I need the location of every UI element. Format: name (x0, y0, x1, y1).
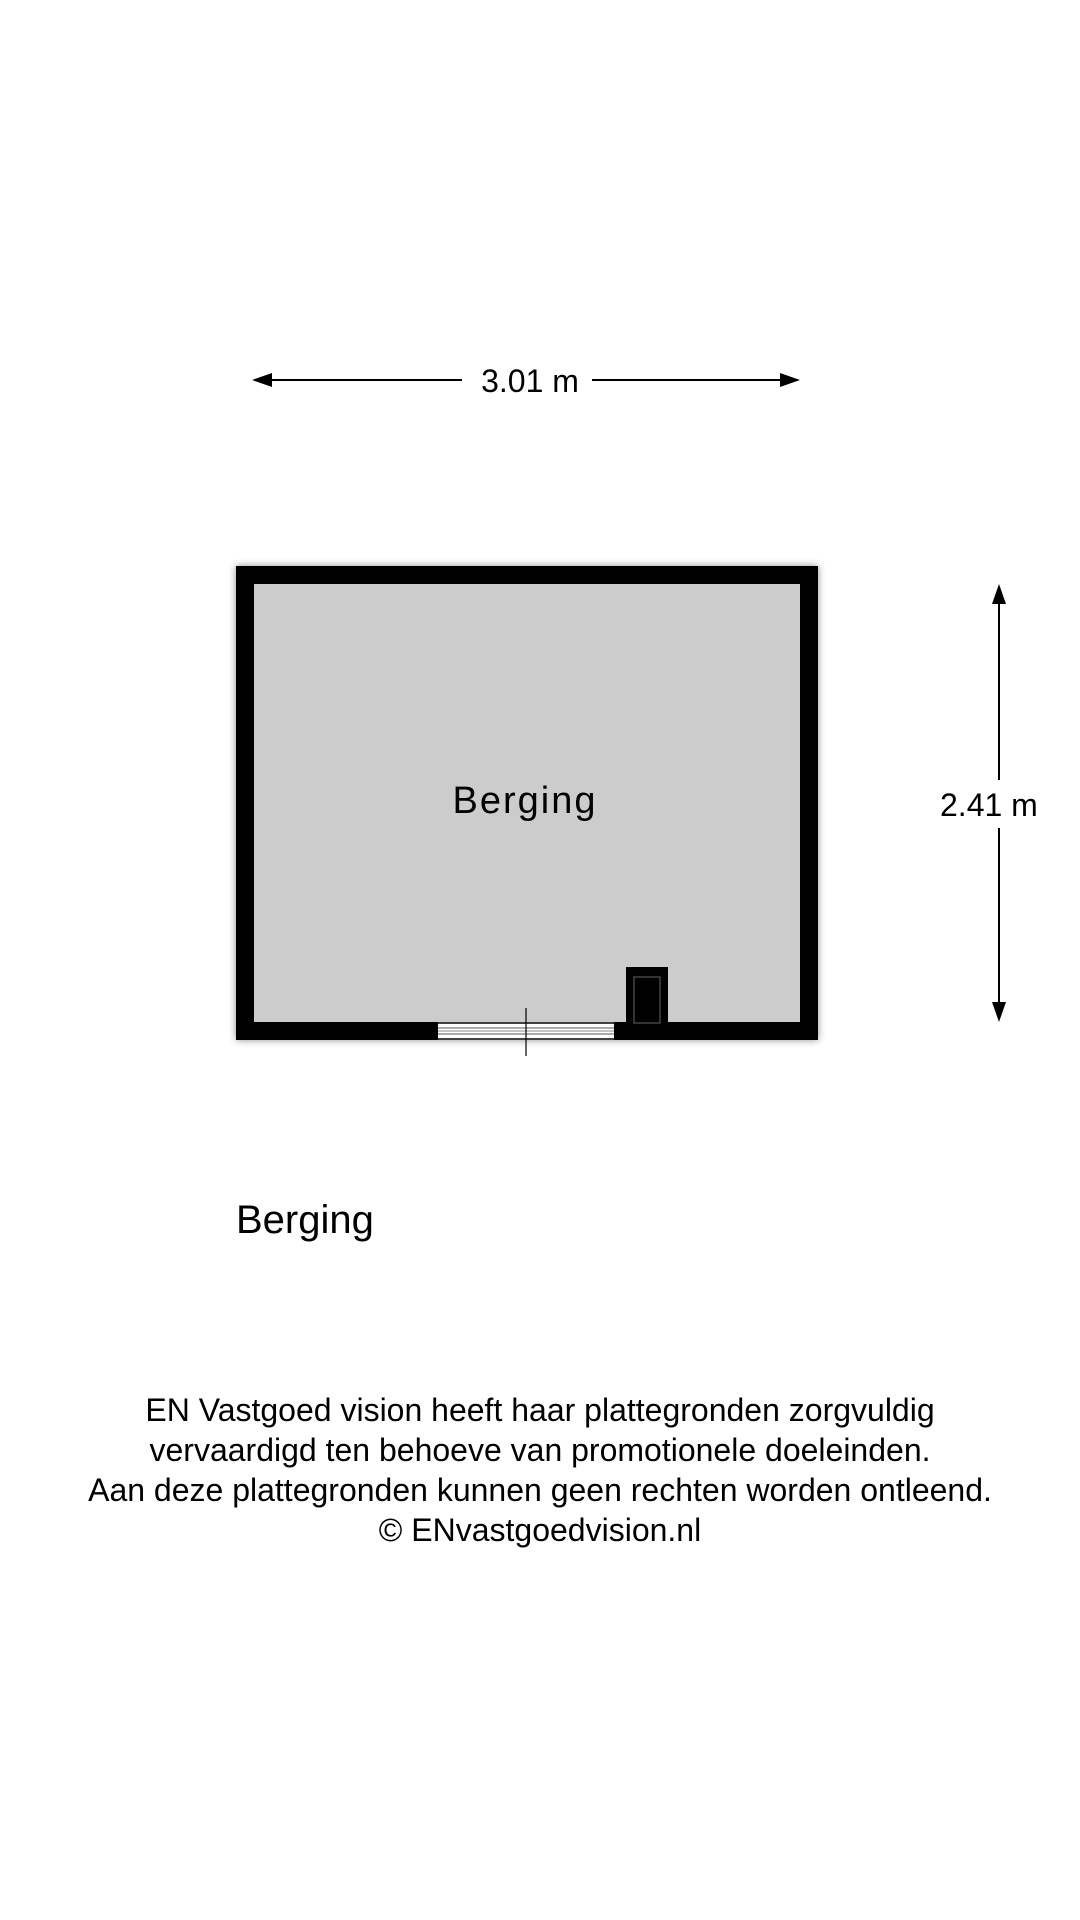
wall-right (800, 566, 818, 1040)
wall-bottom-right (614, 1022, 818, 1040)
wall-column (626, 967, 668, 1023)
width-dimension-label: 3.01 m (481, 363, 579, 399)
disclaimer-line: vervaardigd ten behoeve van promotionele doeleinden. (149, 1432, 931, 1468)
copyright-line: © ENvastgoedvision.nl (378, 1512, 702, 1548)
arrow-up-icon (992, 584, 1006, 604)
disclaimer-text (0, 1390, 1080, 1550)
room-label: Berging (452, 780, 598, 822)
disclaimer-line: EN Vastgoed vision heeft haar plattegronden zorgvuldig (145, 1392, 935, 1428)
wall-top (236, 566, 818, 584)
wall-bottom-left (236, 1022, 438, 1040)
arrow-right-icon (780, 373, 800, 387)
disclaimer-line: Aan deze plattegronden kunnen geen rechten worden ontleend. (88, 1472, 992, 1508)
arrow-left-icon (252, 373, 272, 387)
height-dimension-label: 2.41 m (940, 787, 1038, 823)
floor-title: Berging (236, 1198, 374, 1242)
arrow-down-icon (992, 1002, 1006, 1022)
wall-left (236, 566, 254, 1040)
